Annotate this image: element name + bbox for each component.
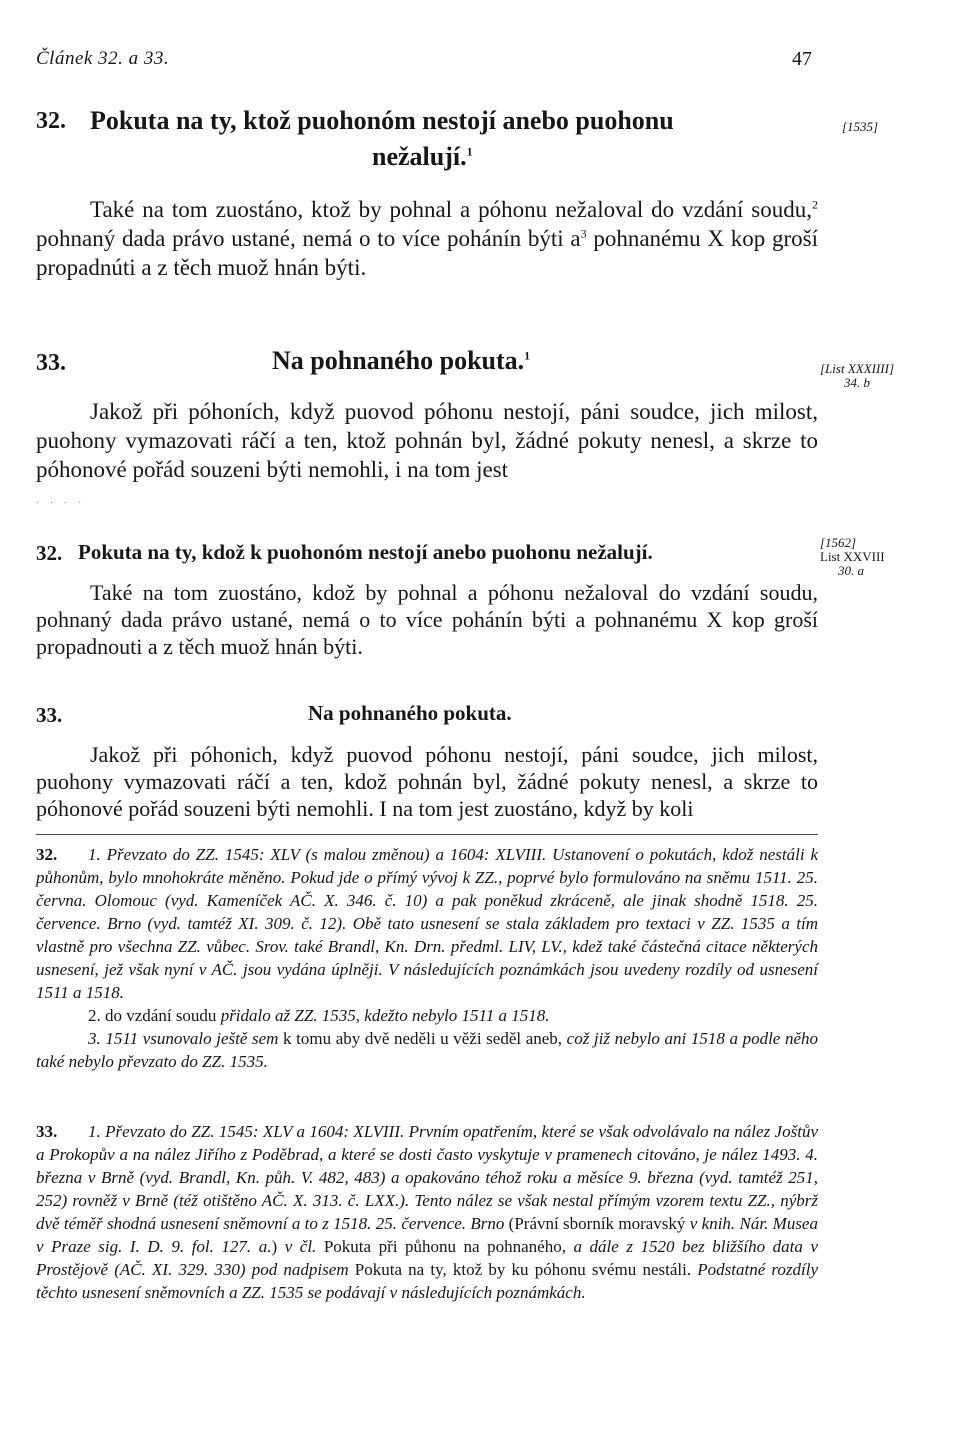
section-32-body <box>36 195 818 282</box>
footnote-32-2-roman: do vzdání soudu <box>100 1006 221 1025</box>
footnote-rule <box>36 834 818 835</box>
footnote-33-seg6: Pokuta při půhonu na pohnaného, <box>316 1237 566 1256</box>
section-33-title <box>272 346 530 376</box>
page-number: 47 <box>792 48 812 70</box>
footnote-ref-32-1: 1 <box>466 144 473 159</box>
footnote-33-seg9: Podstatné rozdíly těchto usnesení sněmovních a ZZ. 1535 se podávají v následujících poznámkách. <box>36 1260 819 1302</box>
section-32-text-b: pohnaný dada právo ustané, nemá o to více pohánín býti a <box>36 226 581 251</box>
margin-note-1562-line1: [1562] <box>820 535 857 550</box>
section-33-1562-number: 33. <box>36 703 63 727</box>
footnote-33-seg8: Pokuta na ty, ktož by ku póhonu svému nestáli. <box>348 1260 692 1279</box>
footnote-ref-32-3: 3 <box>580 226 587 241</box>
margin-note-list-34 <box>820 362 894 390</box>
footnote-ref-33-1: 1 <box>524 348 531 363</box>
section-32-text-a: Také na tom zuostáno, ktož by pohnal a póhonu nežaloval do vzdání soudu, <box>90 197 812 222</box>
footnote-32-number: 32. <box>36 845 58 864</box>
section-32-title-word: nežalují. <box>372 142 467 171</box>
footnote-32-3-italic2: což již nebylo ani 1518 a podle něho také nebylo převzato do ZZ. 1535. <box>36 1029 818 1071</box>
footnote-32-3 <box>36 1027 818 1073</box>
footnote-33-seg7: a dále z 1520 bez bližšího data v Prostějově (AČ. XI. 329. 330) pod nadpisem <box>36 1237 818 1279</box>
footnote-33-seg3: v knih. Nár. Musea v Praze sig. I. D. 9. fol. 127. a. <box>36 1214 818 1256</box>
section-33-1562-title: Na pohnaného pokuta. <box>308 701 512 725</box>
section-33-body: Jakož při póhoních, když puovod póhonu nestojí, páni soudce, jich milost, puohony vymazovati ráčí a ten, ktož pohnán byl, žádné pokuty nenesl, a skrze to póhonové pořád souzeni býti nemohli, i na tom jest <box>36 399 818 482</box>
section-32-1562-number: 32. <box>36 541 63 565</box>
section-33-number: 33. <box>36 350 66 376</box>
continuation-marks: . . . . <box>36 492 85 506</box>
section-33-title-text: Na pohnaného pokuta. <box>272 346 525 375</box>
margin-note-list-34-line1: [List XXXIIII] <box>820 361 895 376</box>
margin-note-1562-line2: List XXVIII <box>820 549 885 564</box>
footnote-33-seg2: (Právní sborník moravský <box>504 1214 690 1233</box>
section-32-1562-title: Pokuta na ty, kdož k puohonóm nestojí anebo puohonu nežalují. <box>78 540 653 564</box>
margin-note-list-34-line2: 34. b <box>844 375 870 390</box>
footnote-32-1 <box>36 843 818 1004</box>
footnote-33-seg1: 1. Převzato do ZZ. 1545: XLV a 1604: XLVIII. Prvním opatřením, které se však odvolávalo na nález Joštův a Prokopův a na nález Jiřího z Poděbrad, a které se dosti často vyskytuje v pramenech citováno, je nález 1493. 4. března v Brně (vyd. Brandl, Kn. půh. V. 482, 483) a opakováno téhož roku a měsíce 9. března (vyd. tamtéž 251, 252) rovněž v Brně (též otištěno AČ. X. 313. č. LXX.). Tento nález se však nestal přímým vzorem textu ZZ., nýbrž dvě téměř shodná usnesení sněmovní a to z 1518. 25. července. Brno <box>36 1122 818 1233</box>
margin-note-1562 <box>820 536 885 578</box>
running-head: Článek 32. a 33. <box>36 48 170 69</box>
margin-note-1562-line3: 30. a <box>838 563 864 578</box>
section-33-1562-body: Jakož při póhonich, když puovod póhonu nestojí, páni soudce, jich milost, puohony vymazovati ráčí a ten, kdož pohnán byl, žádné pokuty nenesl, a skrze to póhonové pořád souzeni býti nemohli. I na tom jest zuostáno, když by koli <box>36 742 818 821</box>
footnote-32-1-text: 1. Převzato do ZZ. 1545: XLV (s malou změnou) a 1604: XLVIII. Ustanovení o pokutách, kdož nestáli k půhonům, bylo mnohokráte měněno. Pokud jde o přímý vývoj k ZZ., poprvé bylo formulováno na sněmu 1511. 25. června. Olomouc (vyd. Kameníček AČ. X. 346. č. 10) a pak poněkud zkráceně, ale jinak shodně 1518. 25. července. Brno (vyd. tamtéž XI. 309. č. 12). Obě tato usnesení se stala základem pro textaci v ZZ. 1535 a tím vlastně pro všechna ZZ. vůbec. Srov. také Brandl, Kn. Drn. předml. LIV, LV., kdež také částečná citace některých usnesení, jež však nyní v AČ. jsou vydána úplněji. V následujících poznámkách jsou uvedeny rozdíly od usnesení 1511 a 1518. <box>36 845 818 1002</box>
footnote-33 <box>36 1120 818 1304</box>
section-32-1562-body: Také na tom zuostáno, kdož by pohnal a póhonu nežaloval do vzdání soudu, pohnaný dada právo ustané, nemá o to více pohánín býti a pohnanému X kop groší propadnouti a z těch muož hnán býti. <box>36 580 818 659</box>
footnote-32 <box>36 843 818 1073</box>
section-32-text-c: pohnanému X kop groší propadnúti a z těch muož hnán býti. <box>36 226 819 280</box>
section-32-number: 32. <box>36 108 66 134</box>
footnote-33-number: 33. <box>36 1122 58 1141</box>
margin-note-1535: [1535] <box>842 119 879 134</box>
footnote-ref-32-2: 2 <box>812 197 818 212</box>
footnote-32-2-italic: přidalo až ZZ. 1535, kdežto nebylo 1511 a 1518. <box>220 1006 550 1025</box>
footnote-32-3-italic1: 3. 1511 vsunovalo ještě sem <box>88 1029 279 1048</box>
footnote-33-seg4: ) <box>271 1237 278 1256</box>
footnote-32-3-roman: k tomu aby dvě neděli u věži seděl aneb, <box>278 1029 563 1048</box>
footnote-32-2-num: 2. <box>88 1006 101 1025</box>
section-32-title-line1: Pokuta na ty, ktož puohonóm nestojí anebo puohonu <box>90 106 674 135</box>
section-32-title-line2 <box>372 142 473 172</box>
footnote-33-seg5: v čl. <box>277 1237 317 1256</box>
footnote-32-2 <box>36 1004 818 1027</box>
